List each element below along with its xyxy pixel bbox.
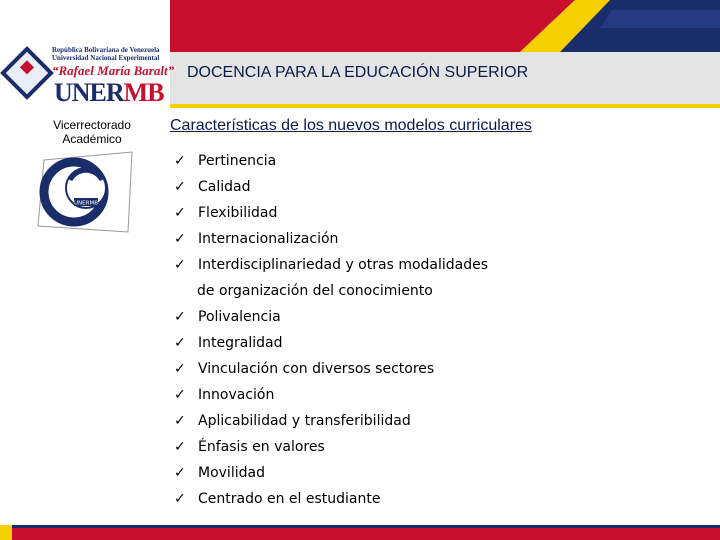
check-icon: ✓ [174, 335, 186, 351]
list-item [174, 150, 694, 176]
list-item-label: Innovación [198, 387, 275, 403]
list-item [174, 202, 694, 228]
list-item-label: Internacionalización [198, 231, 339, 247]
list-item-continuation [174, 280, 694, 306]
list-item-label: Pertinencia [198, 153, 277, 169]
check-icon: ✓ [174, 179, 186, 195]
list-item [174, 358, 694, 384]
section-heading: Características de los nuevos modelos curriculares [170, 117, 532, 134]
list-item-label: Vinculación con diversos sectores [198, 361, 435, 377]
footer-bar [0, 523, 720, 540]
vice-label-line-1: Vicerrectorado [53, 118, 131, 132]
check-icon: ✓ [174, 205, 186, 221]
list-item-label: Calidad [198, 179, 251, 195]
check-icon: ✓ [174, 491, 186, 507]
logo-diamond-icon [0, 46, 54, 100]
check-icon: ✓ [174, 361, 186, 377]
vice-rectorate-label [44, 118, 140, 146]
vice-label-line-2: Académico [62, 132, 122, 146]
list-item-label: Aplicabilidad y transferibilidad [198, 413, 411, 429]
university-logo [2, 46, 175, 110]
list-item-label: Interdisciplinariedad y otras modalidades [198, 257, 489, 273]
list-item-label: Flexibilidad [198, 205, 278, 221]
list-item [174, 176, 694, 202]
list-item [174, 488, 694, 514]
list-item-label: Movilidad [198, 465, 265, 481]
list-item-label: Polivalencia [198, 309, 281, 325]
check-icon: ✓ [174, 465, 186, 481]
list-item-label: de organización del conocimiento [197, 283, 433, 299]
check-icon: ✓ [174, 231, 186, 247]
banner-yellow-rule [170, 104, 720, 108]
list-item-label: Integralidad [198, 335, 283, 351]
check-icon: ✓ [174, 413, 186, 429]
list-item [174, 254, 694, 280]
list-item [174, 462, 694, 488]
logo-line-3: “Rafael María Baralt” [52, 63, 175, 78]
list-item [174, 436, 694, 462]
seal-text: UNERMB [74, 200, 98, 207]
logo-line-2: Universidad Nacional Experimental [52, 54, 160, 62]
list-item [174, 410, 694, 436]
postgraduate-seal-icon [28, 150, 138, 234]
banner-red-band [170, 0, 575, 52]
logo-line-1: República Bolivariana de Venezuela [52, 46, 160, 54]
check-icon: ✓ [174, 439, 186, 455]
characteristics-list [174, 150, 694, 514]
list-item [174, 332, 694, 358]
check-icon: ✓ [174, 309, 186, 325]
check-icon: ✓ [174, 153, 186, 169]
logo-wordmark-a: UNER [54, 78, 124, 107]
list-item [174, 384, 694, 410]
logo-wordmark [54, 78, 164, 108]
list-item [174, 228, 694, 254]
list-item [174, 306, 694, 332]
list-item-label: Énfasis en valores [198, 439, 325, 455]
list-item-label: Centrado en el estudiante [198, 491, 381, 507]
page-title: DOCENCIA PARA LA EDUCACIÓN SUPERIOR [187, 64, 529, 81]
check-icon: ✓ [174, 387, 186, 403]
logo-wordmark-b: MB [123, 78, 164, 107]
check-icon: ✓ [174, 257, 186, 273]
